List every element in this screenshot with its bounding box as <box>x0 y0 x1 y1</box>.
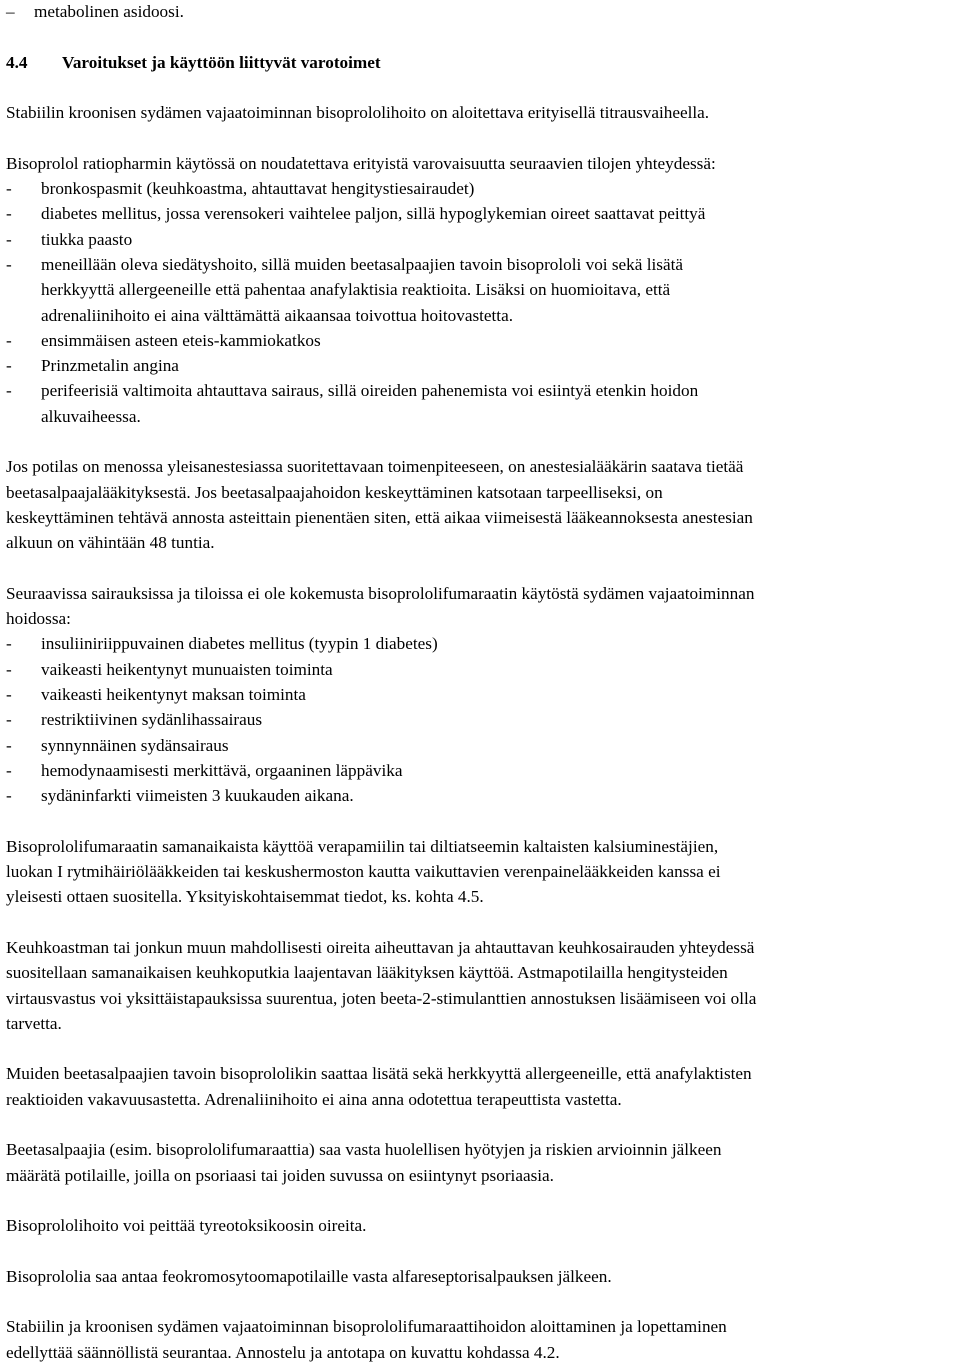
paragraph-line: reaktioiden vakavuusastetta. Adrenaliinihoito ei aina anna odotettua terapeuttista vastetta. <box>6 1089 622 1109</box>
list-item <box>6 227 956 252</box>
list-item-text-continued: alkuvaiheessa. <box>41 406 141 426</box>
paragraph-line: Jos potilas on menossa yleisanestesiassa suoritettavaan toimenpiteeseen, on anestesialääkärin saatava tietää <box>6 457 744 477</box>
paragraph-line: Keuhkoastman tai jonkun muun mahdollisesti oireita aiheuttavan ja ahtauttavan keuhkosairauden yhteydessä <box>6 937 755 957</box>
paragraph-line: Stabiilin ja kroonisen sydämen vajaatoiminnan bisoprololifumaraattihoidon aloittaminen ja lopettaminen <box>6 1317 727 1337</box>
list-item-text: ensimmäisen asteen eteis-kammiokatkos <box>41 330 321 350</box>
list-marker: - <box>6 710 12 730</box>
list-item-text: tiukka paasto <box>41 229 133 249</box>
list-item-text: bronkospasmit (keuhkoastma, ahtauttavat hengitystiesairaudet) <box>41 179 475 199</box>
list-marker: - <box>6 786 12 806</box>
list-marker: - <box>6 229 12 249</box>
caution-list <box>6 176 956 429</box>
list-item <box>6 707 956 732</box>
paragraph-line: Stabiilin kroonisen sydämen vajaatoiminnan bisoprololihoito on aloitettava erityisellä titrausvaiheella. <box>6 103 710 123</box>
list-item-text: diabetes mellitus, jossa verensokeri vaihtelee paljon, sillä hypoglykemian oireet saattavat peittyä <box>41 204 706 224</box>
list-item <box>6 328 956 353</box>
list-marker: - <box>6 356 12 376</box>
list-marker: - <box>6 381 12 401</box>
list-marker: - <box>6 330 12 350</box>
list-item-text: metabolinen asidoosi. <box>34 2 184 21</box>
section-number: 4.4 <box>6 52 28 72</box>
paragraph-line: tarvetta. <box>6 1013 62 1033</box>
list-marker: - <box>6 634 12 654</box>
list-item <box>6 657 956 682</box>
paragraph-line: Bisoprololia saa antaa feokromosytoomapotilaille vasta alfareseptorisalpauksen jälkeen. <box>6 1266 612 1286</box>
list-marker: - <box>6 254 12 274</box>
list-item-text: perifeerisiä valtimoita ahtauttava sairaus, sillä oireiden pahenemista voi esiintyä etenkin hoidon <box>41 381 699 401</box>
paragraph-line: suositellaan samanaikaisen keuhkoputkia laajentavan lääkityksen käyttöä. Astmapotilailla hengitysteiden <box>6 963 728 983</box>
paragraph-line: määrätä potilaille, joilla on psoriaasi tai joiden suvussa on esiintynyt psoriaasia. <box>6 1165 554 1185</box>
list-item <box>6 682 956 707</box>
paragraph-asthma <box>6 935 956 1036</box>
list-item-text: meneillään oleva siedätyshoito, sillä muiden beetasalpaajien tavoin bisoprololi voi sekä lisätä <box>41 254 683 274</box>
paragraph-line: yleisesti ottaen suositella. Yksityiskohtaisemmat tiedot, ks. kohta 4.5. <box>6 887 484 907</box>
section-heading <box>6 50 956 75</box>
paragraph-line: Muiden beetasalpaajien tavoin bisoprololikin saattaa lisätä sekä herkkyyttä allergeeneille, että anafylaktisten <box>6 1064 752 1084</box>
paragraph-thyrotoxicosis <box>6 1213 956 1238</box>
paragraph-line: Seuraavissa sairauksissa ja tiloissa ei ole kokemusta bisoprololifumaraatin käytöstä sydämen vajaatoiminnan <box>6 583 755 603</box>
list-item <box>6 758 956 783</box>
paragraph-line: Bisoprololihoito voi peittää tyreotoksikoosin oireita. <box>6 1216 367 1236</box>
paragraph-anesthesia <box>6 454 956 555</box>
list-item <box>6 176 956 201</box>
list-marker: - <box>6 204 12 224</box>
list-item <box>6 631 956 656</box>
list-item-text: Prinzmetalin angina <box>41 356 179 376</box>
paragraph-line: beetasalpaajalääkityksestä. Jos beetasalpaajahoidon keskeyttäminen katsotaan tarpeelliseksi, on <box>6 482 663 502</box>
paragraph-pheochromocytoma <box>6 1264 956 1289</box>
paragraph-line: Beetasalpaajia (esim. bisoprololifumaraattia) saa vasta huolellisen hyötyjen ja riskien arvioinnin jälkeen <box>6 1140 722 1160</box>
list-item <box>6 733 956 758</box>
paragraph-line: alkuun on vähintään 48 tuntia. <box>6 533 215 553</box>
list-marker: - <box>6 760 12 780</box>
list-marker: – <box>6 2 15 21</box>
paragraph-no-experience <box>6 581 956 809</box>
list-item-text: synnynnäinen sydänsairaus <box>41 735 229 755</box>
paragraph-line: virtausvastus voi yksittäistapauksissa suurentua, joten beeta-2-stimulanttien annostuksen lisäämiseen voi olla <box>6 988 757 1008</box>
paragraph-calcium-blockers <box>6 834 956 910</box>
list-item <box>6 252 956 328</box>
list-item-text: vaikeasti heikentynyt maksan toiminta <box>41 685 306 705</box>
list-marker: - <box>6 735 12 755</box>
paragraph-caution-conditions <box>6 151 956 429</box>
list-item <box>6 783 956 808</box>
list-item-text: insuliiniriippuvainen diabetes mellitus (tyypin 1 diabetes) <box>41 634 438 654</box>
list-item-text-continued: herkkyyttä allergeeneille että pahentaa anafylaktisia reaktioita. Lisäksi on huomioitava, että <box>41 280 671 300</box>
paragraph-line: keskeyttäminen tehtävä annosta asteittain pienentäen siten, että aikaa viimeisestä lääkeannoksesta anestesian <box>6 507 753 527</box>
list-marker: - <box>6 179 12 199</box>
paragraph-psoriasis <box>6 1137 956 1188</box>
list-item-text-continued: adrenaliinihoito ei aina välttämättä aikaansaa toivottua hoitovastetta. <box>41 305 514 325</box>
paragraph-line: hoidossa: <box>6 609 71 629</box>
list-marker: - <box>6 685 12 705</box>
intro-list-item <box>6 0 956 24</box>
list-item <box>6 201 956 226</box>
list-item <box>6 353 956 378</box>
paragraph-allergy <box>6 1061 956 1112</box>
paragraph-lead: Bisoprolol ratiopharmin käytössä on noudatettava erityistä varovaisuutta seuraavien tilojen yhteydessä: <box>6 153 716 173</box>
list-item <box>6 378 956 429</box>
section-title: Varoitukset ja käyttöön liittyvät varotoimet <box>62 52 381 72</box>
paragraph-line: Bisoprololifumaraatin samanaikaista käyttöä verapamiilin tai diltiatseemin kaltaisten kalsiuminestäjien, <box>6 836 719 856</box>
paragraph-line: edellyttää säännöllistä seurantaa. Annostelu ja antotapa on kuvattu kohdassa 4.2. <box>6 1342 560 1362</box>
list-item-text: vaikeasti heikentynyt munuaisten toiminta <box>41 659 333 679</box>
no-experience-list <box>6 631 956 808</box>
list-marker: - <box>6 659 12 679</box>
list-item-text: sydäninfarkti viimeisten 3 kuukauden aikana. <box>41 786 354 806</box>
paragraph-monitoring <box>6 1314 956 1365</box>
paragraph-titration <box>6 100 956 125</box>
list-item-text: hemodynaamisesti merkittävä, orgaaninen läppävika <box>41 760 403 780</box>
document-page <box>6 0 956 1365</box>
list-item-text: restriktiivinen sydänlihassairaus <box>41 710 263 730</box>
paragraph-line: luokan I rytmihäiriölääkkeiden tai keskushermoston kautta vaikuttavien verenpainelääkkeiden kanssa ei <box>6 862 721 882</box>
